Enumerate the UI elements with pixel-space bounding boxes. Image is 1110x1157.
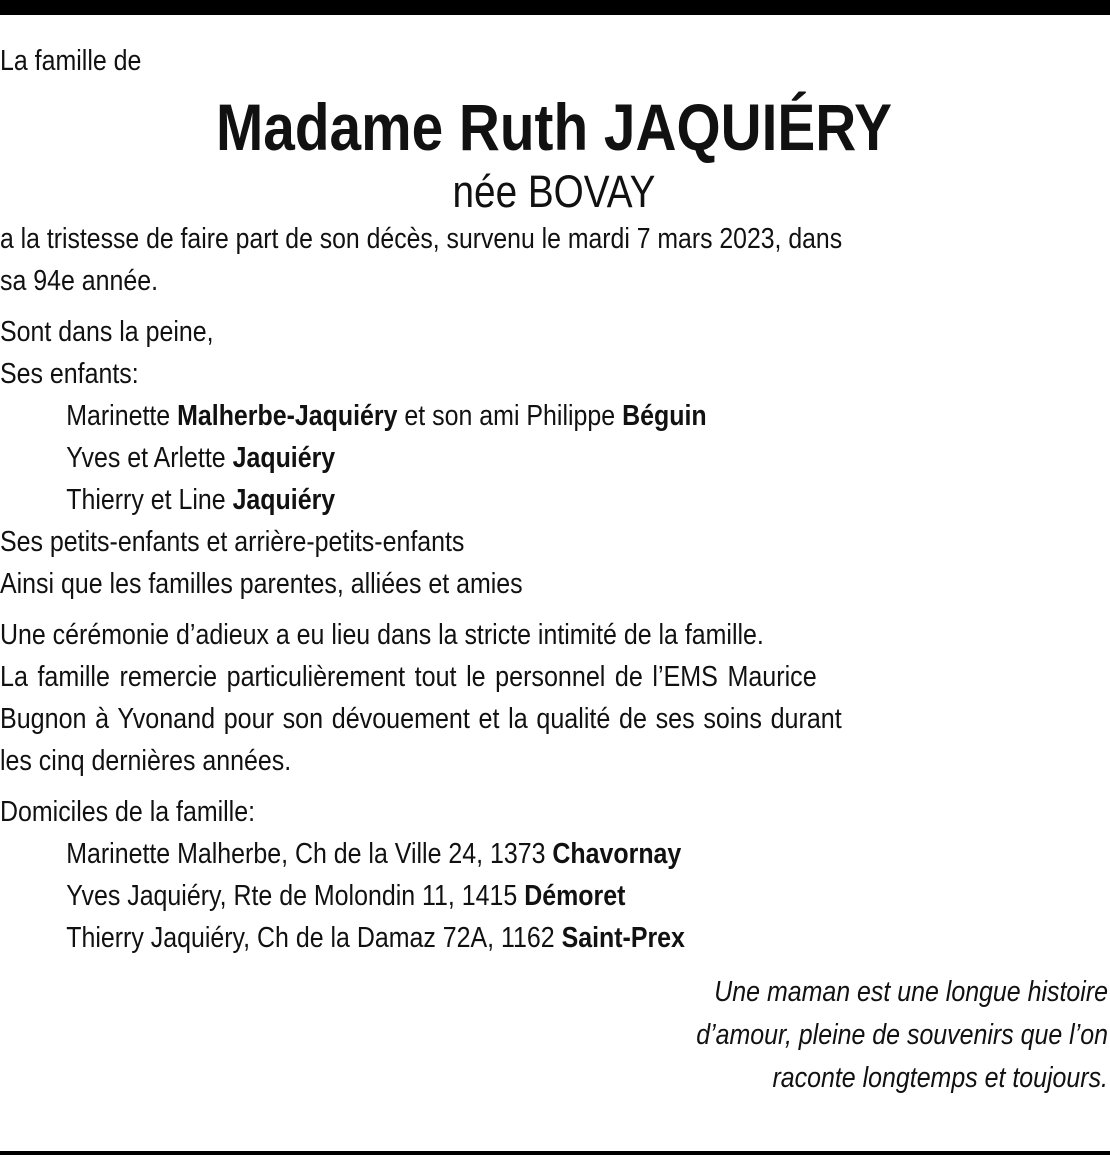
children-label: Ses enfants: (0, 358, 139, 390)
grandchildren-line: Ses petits-enfants et arrière-petits-enfants (0, 526, 465, 558)
announcement-line-2: sa 94e année. (0, 265, 159, 297)
child-2-first: Yves et Arlette (66, 442, 233, 474)
families-line: Ainsi que les familles parentes, alliées et amies (0, 568, 523, 600)
thanks-line-1: La famille remercie particulièrement tout le personnel de l’EMS Maurice (0, 661, 817, 693)
child-entry-3 (0, 479, 953, 521)
child-1-partner: et son ami Philippe (397, 400, 623, 432)
domicile-1-town: Chavornay (552, 838, 682, 870)
bottom-rule (0, 1151, 1110, 1155)
child-3-first: Thierry et Line (66, 484, 233, 516)
domicile-2-address: Yves Jaquiéry, Rte de Molondin 11, 1415 (66, 880, 525, 912)
obituary-notice (0, 40, 1108, 1100)
domicile-1-address: Marinette Malherbe, Ch de la Ville 24, 1373 (66, 838, 553, 870)
child-1-surname: Malherbe-Jaquiéry (177, 400, 398, 432)
child-entry-1 (0, 395, 953, 437)
domiciles-label: Domiciles de la famille: (0, 796, 256, 828)
domicile-2-town: Démoret (524, 880, 626, 912)
domicile-entry-1 (0, 833, 953, 875)
domicile-entry-3 (0, 917, 953, 959)
child-3-surname: Jaquiéry (232, 484, 336, 516)
child-2-surname: Jaquiéry (232, 442, 336, 474)
quote-line-3: raconte longtemps et toujours. (772, 1062, 1108, 1094)
child-1-first: Marinette (66, 400, 178, 432)
domicile-3-town: Saint-Prex (561, 922, 685, 954)
thanks-line-3: les cinq dernières années. (0, 745, 292, 777)
quote-line-2: d’amour, pleine de souvenirs que l’on (696, 1019, 1108, 1051)
mourners-intro: Sont dans la peine, (0, 316, 214, 348)
child-1-partner-surname: Béguin (622, 400, 707, 432)
ceremony-line: Une cérémonie d’adieux a eu lieu dans la stricte intimité de la famille. (0, 619, 764, 651)
thanks-line-2: Bugnon à Yvonand pour son dévouement et la qualité de ses soins durant (0, 703, 842, 735)
top-rule (0, 0, 1110, 15)
deceased-name: Madame Ruth JAQUIÉRY (216, 90, 892, 164)
intro-text: La famille de (0, 45, 142, 77)
maiden-name: née BOVAY (452, 166, 656, 217)
announcement-line-1: a la tristesse de faire part de son décès, survenu le mardi 7 mars 2023, dans (0, 223, 843, 255)
quote-line-1: Une maman est une longue histoire (714, 976, 1108, 1008)
domicile-3-address: Thierry Jaquiéry, Ch de la Damaz 72A, 1162 (66, 922, 562, 954)
child-entry-2 (0, 437, 953, 479)
domicile-entry-2 (0, 875, 953, 917)
